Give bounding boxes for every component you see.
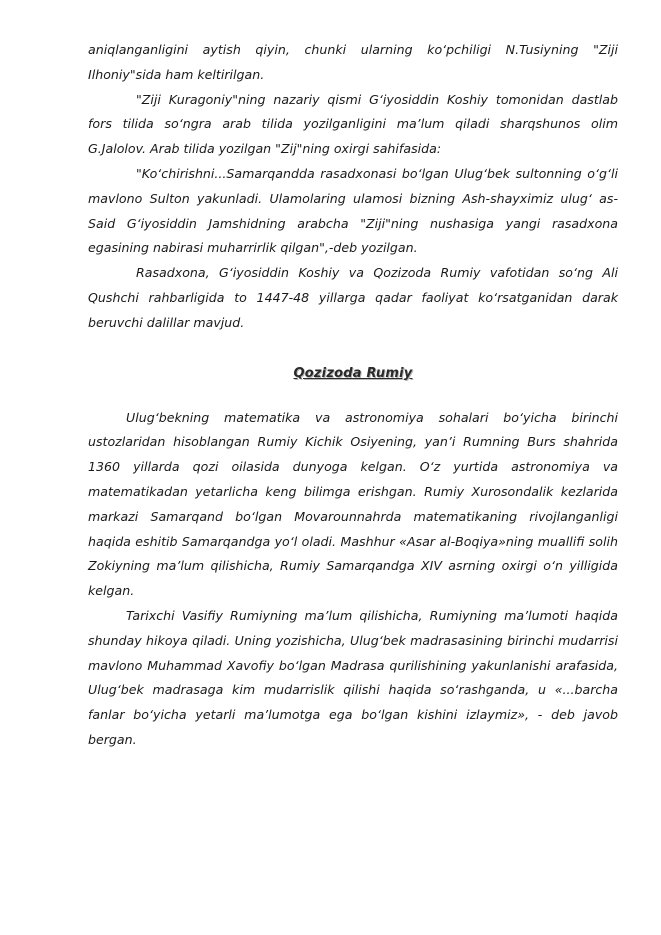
paragraph-quote: "Ko‘chirishni...Samarqandda rasadxonasi bo‘lgan Ulug‘bek sultonning o‘g‘li mavlono Sulton yakunladi. Ulamolaring ulamosi bizning Ash-shayximiz ulug‘ as-Said G‘iyosiddin Jamshidning arabcha "Ziji"ning nushasiga yangi rasadxona egasining nabirasi muharrirlik qilgan",-deb yozilgan. xyxy=(88,165,618,256)
paragraph-rumiy-bio: Ulug‘bekning matematika va astronomiya sohalari bo‘yicha birinchi ustozlaridan hisoblangan Rumiy Kichik Osiyening, yan’i Rumning Burs shahrida 1360 yillarda qozi oilasida dunyoga kelgan. O‘z yurtida astronomiya va matematikadan yetarlicha keng bilimga erishgan. Rumiy Xurosondalik kezlarida markazi Samarqand bo‘lgan Movarounnahrda matematikaning rivojlanganligi haqida eshitib Samarqandga yo‘l oladi. Mashhur «Asar al-Boqiya»ning muallifi solih Zokiyning ma’lum qilishicha, Rumiy Samarqandga XIV asrning oxirgi o‘n yilligida kelgan. xyxy=(88,409,618,599)
paragraph-ziji-kuragoniy: "Ziji Kuragoniy"ning nazariy qismi G‘iyosiddin Koshiy tomonidan dastlab fors tilida so‘ngra arab tilida yozilganligini ma’lum qiladi sharqshunos olim G.Jalolov. Arab tilida yozilgan "Zij"ning oxirgi sahifasida: xyxy=(88,91,618,157)
paragraph-rasadxona: Rasadxona, G‘iyosiddin Koshiy va Qozizoda Rumiy vafotidan so‘ng Ali Qushchi rahbarligida to 1447-48 yillarga qadar faoliyat ko‘rsatganidan darak beruvchi dalillar mavjud. xyxy=(88,265,618,330)
document-page xyxy=(88,38,618,753)
paragraph-continuation: aniqlanganligini aytish qiyin, chunki ularning ko‘pchiligi N.Tusiyning "Ziji Ilhoniy"sida ham keltirilgan. xyxy=(88,42,618,82)
section-heading: Qozizoda Rumiy xyxy=(293,365,413,381)
paragraph-vasifiy: Tarixchi Vasifiy Rumiyning ma’lum qilishicha, Rumiyning ma’lumoti haqida shunday hikoya qiladi. Uning yozishicha, Ulug‘bek madrasasining birinchi mudarrisi mavlono Muhammad Xavofiy bo‘lgan Madrasa qurilishining yakunlanishi arafasida, Ulug‘bek madrasaga kim mudarrislik qilishi haqida so‘rashganda, u «...barcha fanlar bo‘yicha yetarli ma’lumotga ega bo‘lgan kishini izlaymiz», - deb javob bergan. xyxy=(88,607,618,747)
